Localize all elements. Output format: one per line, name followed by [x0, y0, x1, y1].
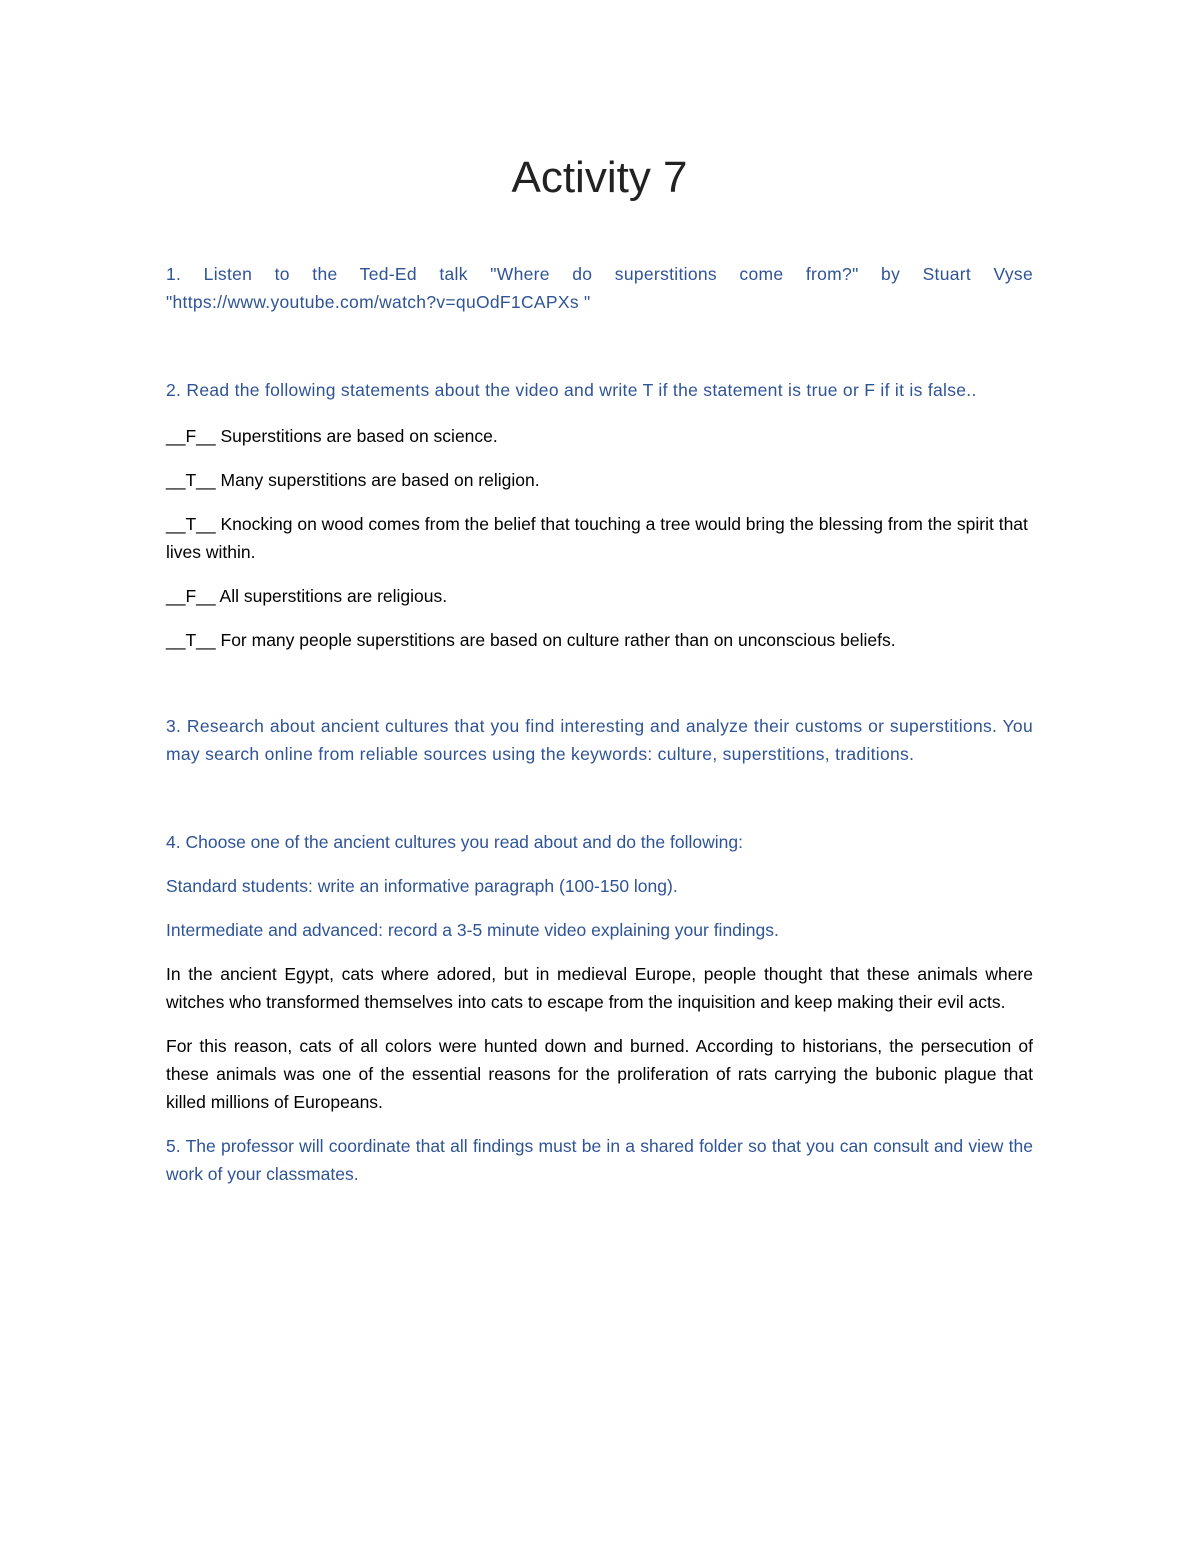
question-3-text: Research about ancient cultures that you find interesting and analyze their customs or superstitions. You may search online from reliable sources using the keywords: culture, superstitions, traditions.: [166, 716, 1033, 764]
page-title: Activity 7: [511, 153, 688, 202]
question-2: [166, 376, 1033, 404]
question-3: [166, 712, 1033, 768]
statement-text: Superstitions are based on science.: [220, 426, 498, 446]
statement-answer: __F__: [166, 426, 216, 446]
question-5: [166, 1132, 1033, 1188]
statement-item: [166, 626, 1033, 654]
question-4-number: 4.: [166, 832, 181, 852]
statement-answer: __F__: [166, 586, 216, 606]
statement-answer: __T__: [166, 630, 216, 650]
question-5-number: 5.: [166, 1136, 181, 1156]
statement-item: [166, 466, 1033, 494]
question-1: [166, 260, 1033, 316]
statement-item: [166, 422, 1033, 450]
statement-answer: __T__: [166, 514, 216, 534]
question-1-text: Listen to the Ted-Ed talk "Where do superstitions come from?" by Stuart Vyse "https://www.youtube.com/watch?v=quOdF1CAPXs ": [166, 264, 1033, 312]
question-5-text: The professor will coordinate that all findings must be in a shared folder so that you can consult and view the work of your classmates.: [166, 1136, 1034, 1184]
intermediate-advanced-instruction: Intermediate and advanced: record a 3-5 minute video explaining your findings.: [166, 920, 779, 940]
statement-answer: __T__: [166, 470, 216, 490]
question-2-text: Read the following statements about the video and write T if the statement is true or F if it is false..: [186, 380, 977, 400]
answer-paragraph: For this reason, cats of all colors were hunted down and burned. According to historians, the persecution of these animals was one of the essential reasons for the proliferation of rats carrying the bubonic plague that killed millions of Europeans.: [166, 1036, 1033, 1112]
standard-students-instruction: Standard students: write an informative paragraph (100-150 long).: [166, 876, 678, 896]
document-page: [166, 150, 1033, 1188]
statement-item: [166, 510, 1033, 566]
statement-item: [166, 582, 1033, 610]
question-4: [166, 828, 1033, 856]
question-4-text: Choose one of the ancient cultures you read about and do the following:: [185, 832, 743, 852]
question-3-number: 3.: [166, 716, 182, 736]
answer-paragraph: In the ancient Egypt, cats where adored, but in medieval Europe, people thought that these animals where witches who transformed themselves into cats to escape from the inquisition and keep making their evil acts.: [166, 964, 1033, 1012]
statement-text: All superstitions are religious.: [219, 586, 448, 606]
question-1-number: 1.: [166, 264, 182, 284]
statement-text: Many superstitions are based on religion.: [220, 470, 540, 490]
question-2-number: 2.: [166, 380, 182, 400]
statement-text: For many people superstitions are based on culture rather than on unconscious beliefs.: [220, 630, 896, 650]
statement-text: Knocking on wood comes from the belief that touching a tree would bring the blessing from the spirit that lives within.: [166, 514, 1028, 562]
